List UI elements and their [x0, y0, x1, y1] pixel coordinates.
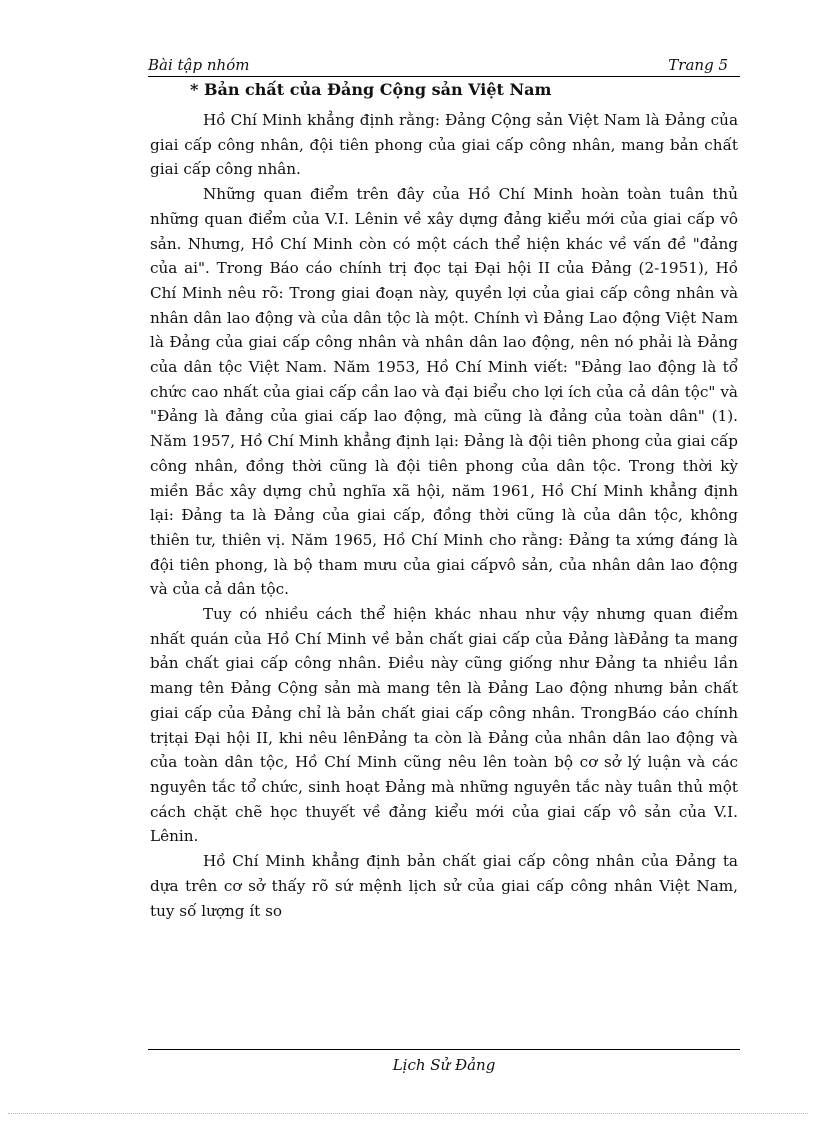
page-header	[148, 52, 740, 77]
page-edge-divider	[8, 1113, 808, 1114]
paragraph: Tuy có nhiều cách thể hiện khác nhau như vậy nhưng quan điểm nhất quán của Hồ Chí Minh về bản chất giai cấp của Đảng làĐảng ta mang bản chất giai cấp công nhân. Điều này cũng giống như Đảng ta nhiều lần mang tên Đảng Cộng sản mà mang tên là Đảng Lao động nhưng bản chất giai cấp của Đảng chỉ là bản chất giai cấp công nhân. TrongBáo cáo chính trịtại Đại hội II, khi nêu lênĐảng ta còn là Đảng của nhân dân lao động và của toàn dân tộc, Hồ Chí Minh cũng nêu lên toàn bộ cơ sở lý luận và các nguyên tắc tổ chức, sinh hoạt Đảng mà những nguyên tắc này tuân thủ một cách chặt chẽ học thuyết về đảng kiểu mới của giai cấp vô sản của V.I. Lênin.	[150, 605, 738, 846]
footer-subject: Lịch Sử Đảng	[392, 1056, 496, 1074]
section-title: * Bản chất của Đảng Cộng sản Việt Nam	[190, 80, 552, 99]
body-text	[150, 108, 738, 923]
header-document-type: Bài tập nhóm	[148, 56, 250, 74]
page-footer	[148, 1049, 740, 1074]
paragraph: Hồ Chí Minh khẳng định rằng: Đảng Cộng sản Việt Nam là Đảng của giai cấp công nhân, đội tiên phong của giai cấp công nhân, mang bản chất giai cấp công nhân.	[150, 111, 738, 179]
paragraph: Những quan điểm trên đây của Hồ Chí Minh hoàn toàn tuân thủ những quan điểm của V.I. Lênin về xây dựng đảng kiểu mới của giai cấp vô sản. Nhưng, Hồ Chí Minh còn có một cách thể hiện khác về vấn đề "đảng của ai". Trong Báo cáo chính trị đọc tại Đại hội II của Đảng (2-1951), Hồ Chí Minh nêu rõ: Trong giai đoạn này, quyền lợi của giai cấp công nhân và nhân dân lao động và của dân tộc là một. Chính vì Đảng Lao động Việt Nam là Đảng của giai cấp công nhân và nhân dân lao động, nên nó phải là Đảng của dân tộc Việt Nam. Năm 1953, Hồ Chí Minh viết: "Đảng lao động là tổ chức cao nhất của giai cấp cần lao và đại biểu cho lợi ích của cả dân tộc" và "Đảng là đảng của giai cấp lao động, mà cũng là đảng của toàn dân" (1). Năm 1957, Hồ Chí Minh khẳng định lại: Đảng là đội tiên phong của giai cấp công nhân, đồng thời cũng là đội tiên phong của dân tộc. Trong thời kỳ miền Bắc xây dựng chủ nghĩa xã hội, năm 1961, Hồ Chí Minh khẳng định lại: Đảng ta là Đảng của giai cấp, đồng thời cũng là của dân tộc, không thiên tư, thiên vị. Năm 1965, Hồ Chí Minh cho rằng: Đảng ta xứng đáng là đội tiên phong, là bộ tham mưu của giai cấpvô sản, của nhân dân lao động và của cả dân tộc.	[150, 185, 738, 599]
header-page-number: Trang 5	[668, 56, 728, 74]
paragraph: Hồ Chí Minh khẳng định bản chất giai cấp công nhân của Đảng ta dựa trên cơ sở thấy rõ sứ mệnh lịch sử của giai cấp công nhân Việt Nam, tuy số lượng ít so	[150, 852, 738, 920]
